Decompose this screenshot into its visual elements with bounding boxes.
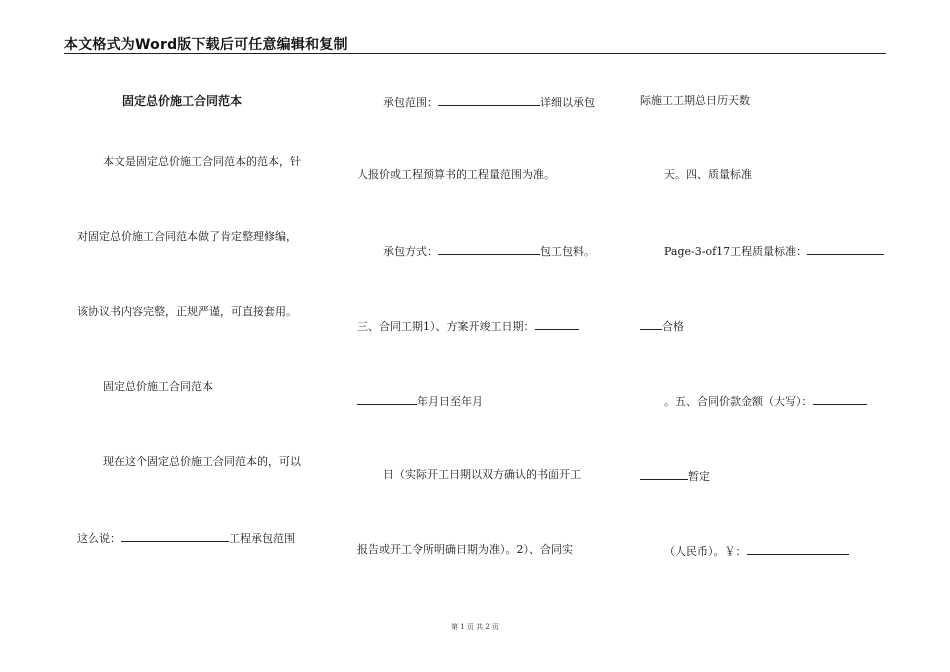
col3-line-2: 天。四、质量标准 [664, 168, 752, 181]
col3-line-5-prefix: 。五、合同价款金额（大写）： [664, 395, 813, 408]
col2-line-5 [357, 393, 483, 409]
fill-blank[interactable] [640, 318, 662, 330]
col2-line-1-prefix: 承包范围： [383, 96, 438, 109]
fill-blank[interactable] [640, 468, 688, 480]
fill-blank[interactable] [813, 393, 867, 405]
col2-line-4-prefix: 三、合同工期1）、方案开竣工日期： [357, 320, 535, 333]
col2-line-7: 报告或开工令所明确日期为准）。2）、合同实 [357, 543, 573, 556]
col1-line-2: 对固定总价施工合同范本做了肯定整理修编， [77, 230, 297, 243]
col3-line-5 [664, 393, 867, 409]
col3-line-4-suffix: 合格 [662, 320, 684, 333]
col3-line-6-suffix: 暂定 [688, 470, 710, 483]
col2-line-5-suffix: 年月日至年月 [417, 395, 483, 408]
col2-line-4 [357, 318, 579, 334]
page-number: 第 1 页 共 2 页 [450, 623, 500, 631]
fill-blank[interactable] [807, 243, 884, 255]
col1-line-6-prefix: 这么说： [77, 532, 121, 545]
fill-blank[interactable] [121, 530, 229, 542]
fill-blank[interactable] [438, 243, 540, 255]
fill-blank[interactable] [535, 318, 579, 330]
fill-blank[interactable] [438, 94, 540, 106]
col2-line-3-prefix: 承包方式： [383, 245, 438, 258]
fill-blank[interactable] [747, 543, 849, 555]
document-banner: 本文格式为Word版下载后可任意编辑和复制 [64, 37, 348, 53]
col3-line-6 [640, 468, 710, 484]
col2-line-3 [383, 243, 595, 259]
col2-line-1 [383, 94, 595, 110]
col3-line-1: 际施工工期总日历天数 [640, 94, 750, 107]
header-divider [64, 53, 886, 54]
col2-line-6: 日（实际开工日期以双方确认的书面开工 [383, 468, 581, 481]
col3-line-3-prefix: Page-3-of17工程质量标准： [664, 245, 808, 258]
fill-blank[interactable] [357, 393, 417, 405]
col1-line-4: 固定总价施工合同范本 [103, 380, 213, 393]
col1-line-6-suffix: 工程承包范围 [229, 532, 295, 545]
col3-line-7 [664, 543, 849, 559]
col1-line-6 [77, 530, 295, 546]
col1-line-5: 现在这个固定总价施工合同范本的，可以 [103, 455, 301, 468]
col2-line-1-suffix: 详细以承包 [540, 96, 595, 109]
col3-line-3 [664, 243, 884, 259]
col3-line-7-prefix: （人民币）。￥： [664, 545, 747, 558]
document-title: 固定总价施工合同范本 [122, 94, 243, 108]
col1-line-3: 该协议书内容完整，正规严谨，可直接套用。 [77, 305, 297, 318]
col1-line-1: 本文是固定总价施工合同范本的范本，针 [103, 155, 301, 168]
col3-line-4 [640, 318, 684, 334]
col2-line-2: 人报价或工程预算书的工程量范围为准。 [357, 168, 555, 181]
col2-line-3-suffix: 包工包料。 [540, 245, 595, 258]
